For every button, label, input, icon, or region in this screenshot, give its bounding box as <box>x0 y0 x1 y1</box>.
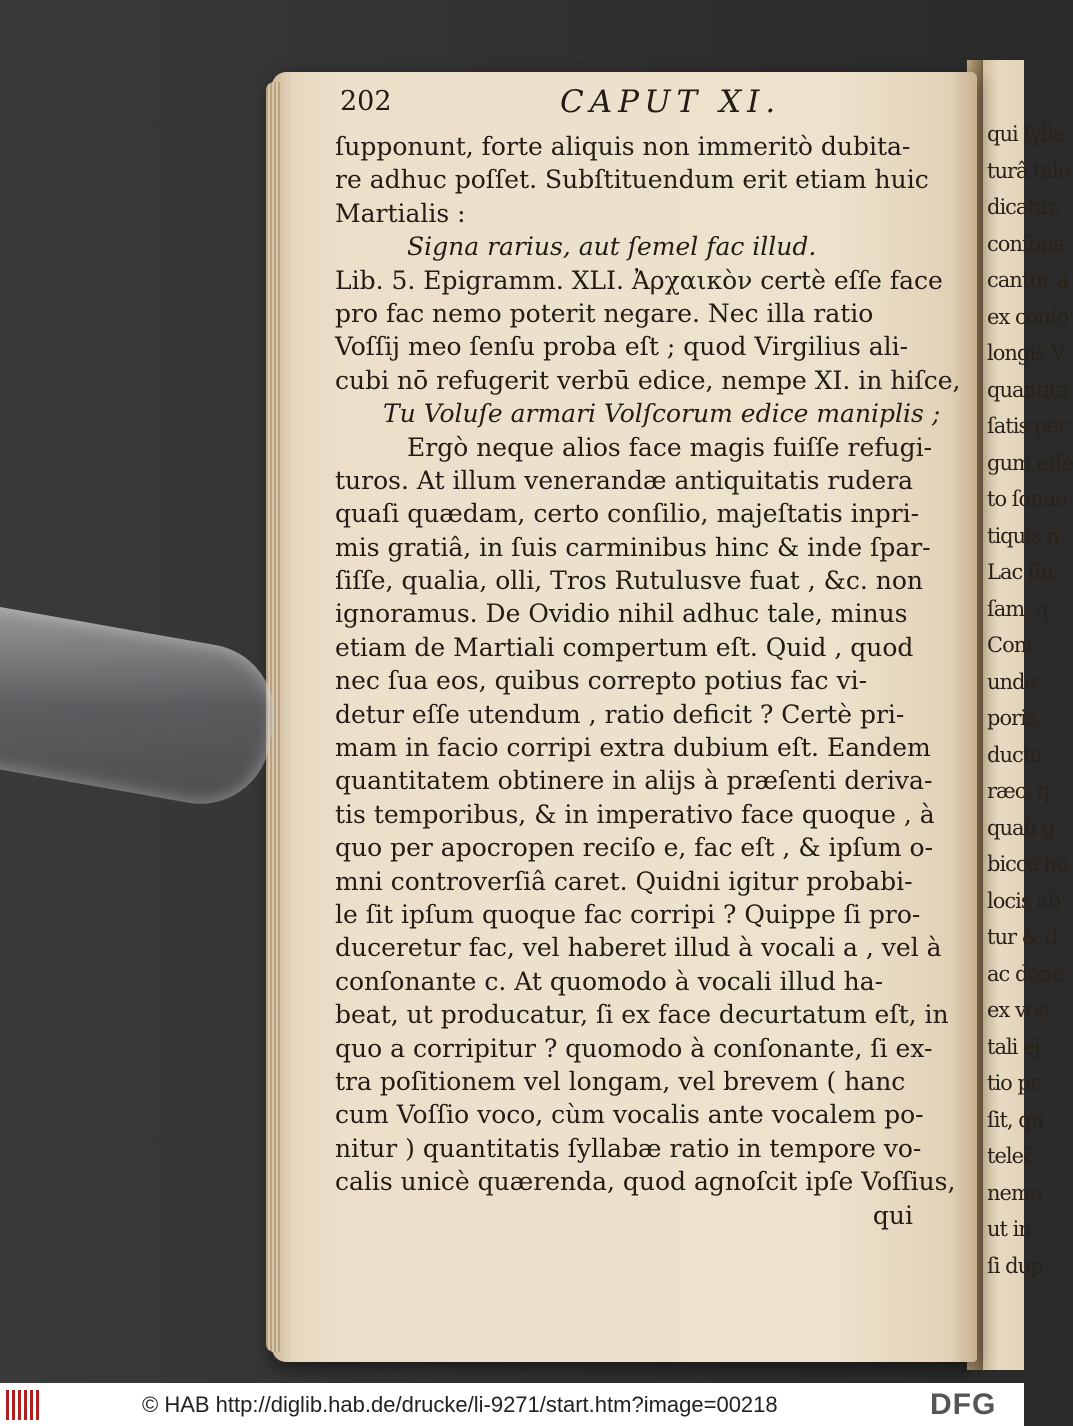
text-line: duceretur fac, vel haberet illud à vocali a , vel à <box>335 933 942 963</box>
facing-page-fragment: quantita <box>987 377 1069 402</box>
text-line: mis gratiâ, in ſuis carminibus hinc & inde ſpar- <box>335 532 931 562</box>
facing-page-fragment: ducta <box>987 742 1042 767</box>
text-line: Lib. 5. Epigramm. XLI. Ἀρχαικὸν certè eſſe face <box>335 265 943 295</box>
text-line: nitur ) quantitatis ſyllabæ ratio in tempore vo- <box>335 1133 922 1163</box>
facing-page-fragment: ex voc <box>987 998 1049 1022</box>
facing-page-fragment: locis ab <box>987 888 1061 913</box>
text-line: quantitatem obtinere in alijs à præſenti deriva- <box>335 766 933 796</box>
chapter-title: CAPUT XI. <box>560 84 782 120</box>
facing-page-fragment: longis V <box>987 341 1065 365</box>
facing-page-fragment: ræc, q <box>987 779 1050 803</box>
text-line: Signa rarius, aut ſemel fac illud. <box>407 232 817 262</box>
text-line: cum Voſſio voco, cùm vocalis ante vocalem po- <box>335 1100 924 1130</box>
text-line: le ſit ipſum quoque fac corripi ? Quippe ſi pro- <box>335 899 921 929</box>
text-line: tis temporibus, & in imperativo face quoque , à <box>335 799 935 829</box>
text-line: Voſſij meo ſenſu proba eſt ; quod Virgilius ali- <box>335 332 909 362</box>
text-line: Martialis : <box>335 198 466 228</box>
text-line: quo a corripitur ? quomodo à conſonante, ſi ex- <box>335 1033 933 1063</box>
facing-page-fragment: tur & d <box>987 925 1058 949</box>
text-line: turos. At illum venerandæ antiquitatis rudera <box>335 465 914 495</box>
text-line: pro fac nemo poterit negare. Nec illa ratio <box>335 298 874 328</box>
facing-page-fragment: ut in <box>987 1217 1031 1241</box>
facing-page-fragment: ſam, q <box>987 596 1048 621</box>
facing-page-fragment: teleĉ <box>987 1144 1034 1168</box>
text-line: beat, ut producatur, ſi ex face decurtatum eſt, in <box>335 1000 949 1030</box>
text-line: etiam de Martiali compertum eſt. Quid , quod <box>335 632 914 662</box>
facing-page-fragment: quaſi g <box>987 815 1055 840</box>
facing-page-fragment: ac done <box>987 961 1063 986</box>
facing-page-fragment: cantur a <box>987 268 1069 292</box>
facing-page-fragment: conſona <box>987 231 1065 256</box>
text-line: re adhuc poſſet. Subſtituendum erit etiam huic <box>335 165 929 195</box>
facing-page-fragment: ſit, qu <box>987 1107 1044 1132</box>
facing-page-fragment: Cont <box>987 633 1034 657</box>
text-line: quaſi quædam, certo conſilio, majeſtatis inpri- <box>335 499 920 529</box>
facing-page-fragment: Lac ſin <box>987 560 1053 584</box>
credit-link[interactable]: © HAB http://diglib.hab.de/drucke/li-9271/start.htm?image=00218 <box>142 1392 778 1417</box>
facing-page-fragment: nemo <box>987 1180 1042 1205</box>
text-line: calis unicè quærenda, quod agnoſcit ipſe Voſſius, <box>335 1167 956 1197</box>
facing-page-fragment: bicce ho <box>987 852 1068 876</box>
catchword: qui <box>872 1200 913 1230</box>
text-line: quo per apocropen reciſo e, fac eſt , & ipſum o- <box>335 833 934 863</box>
text-line: conſonante c. At quomodo à vocali illud ha- <box>335 966 884 996</box>
text-line: cubi nō refugerit verbū edice, nempe XI. in hiſce, <box>335 365 961 395</box>
facing-page-fragment: tio pr <box>987 1071 1039 1095</box>
facing-page-fragment: ex conſo <box>987 304 1069 329</box>
facing-page-fragment: ſatis per <box>987 414 1067 438</box>
text-line: mam in facio corripi extra dubium eſt. Eandem <box>335 733 931 763</box>
facing-page-fragment: tiquis n <box>987 523 1059 548</box>
dfg-logo: DFG <box>930 1388 997 1421</box>
facing-page-fragment: gum eſſe <box>987 450 1073 475</box>
glass-plate <box>0 600 285 815</box>
facing-page-fragment: unde <box>987 669 1036 694</box>
text-line: ignoramus. De Ovidio nihil adhuc tale, minus <box>335 599 908 629</box>
text-line: mni controverſiâ caret. Quidni igitur probabi- <box>335 866 913 896</box>
facing-page-fragment: to ſonue <box>987 487 1067 511</box>
facing-page-fragment: turâ tale <box>987 158 1070 183</box>
running-head <box>335 84 935 130</box>
facing-page-fragment: poris. <box>987 706 1042 730</box>
text-line: Ergò neque alios face magis fuiſſe refugi- <box>407 432 933 462</box>
facing-page-fragment: tali ej <box>987 1034 1041 1059</box>
facing-page-fragment: ſi dup <box>987 1253 1043 1278</box>
page-number: 202 <box>340 86 392 117</box>
text-line: ſupponunt, forte aliquis non immeritò dubita- <box>335 132 911 161</box>
facing-page <box>983 60 1073 1370</box>
text-line: ſiſſe, qualia, olli, Tros Rutulusve fuat , &c. non <box>335 566 924 596</box>
facing-page-fragment: dicatur, <box>987 195 1060 219</box>
hab-logo-icon <box>6 1390 40 1420</box>
facing-page-fragment: qui ſylla <box>987 122 1064 146</box>
text-line: Tu Voluſe armari Volſcorum edice maniplis ; <box>383 399 941 429</box>
text-line: tra poſitionem vel longam, vel brevem ( hanc <box>335 1066 906 1096</box>
page-text-block <box>335 84 961 1232</box>
text-lines <box>335 130 961 1199</box>
text-line: nec ſua eos, quibus correpto potius fac vi- <box>335 666 868 696</box>
footer-bar <box>0 1383 1024 1426</box>
text-line: detur eſſe utendum , ratio deficit ? Certè pri- <box>335 699 905 729</box>
